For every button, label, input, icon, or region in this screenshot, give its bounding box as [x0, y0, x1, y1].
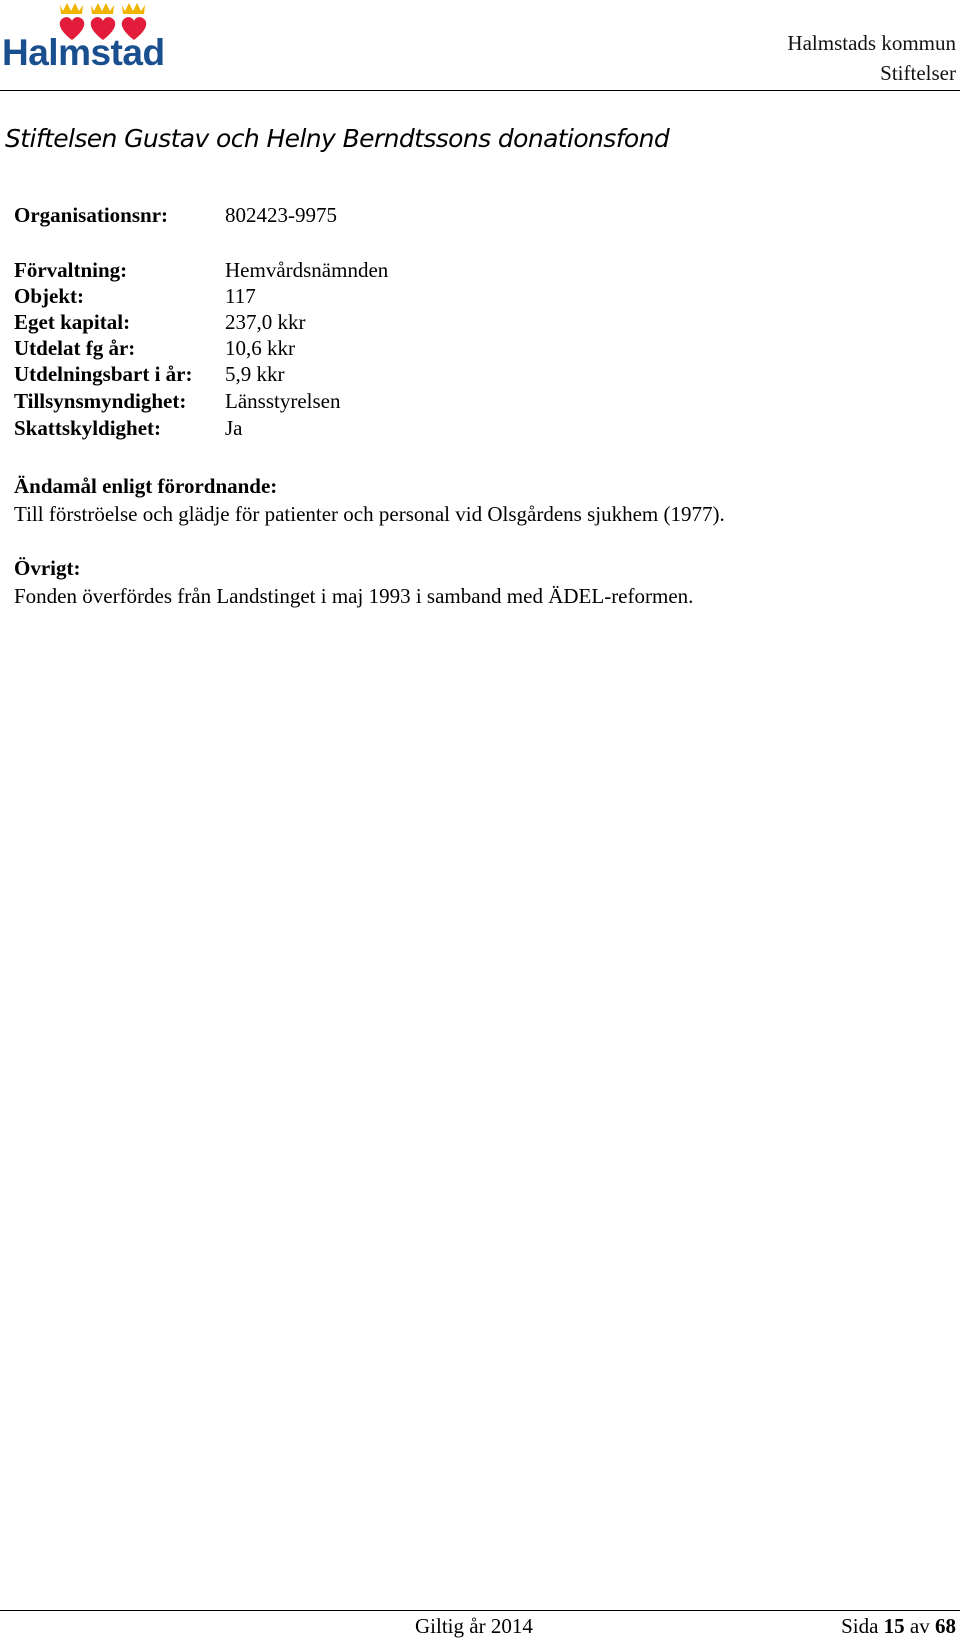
field-label: Objekt:	[14, 284, 84, 308]
page-current: 15	[883, 1614, 905, 1638]
other-text: Fonden överfördes från Landstinget i maj 1993 i samband med ÄDEL-reformen.	[14, 584, 694, 608]
document-title: Stiftelsen Gustav och Helny Berndtssons donationsfond	[5, 124, 670, 153]
org-name: Halmstads kommun	[787, 31, 956, 55]
field-value: 10,6 kkr	[225, 336, 295, 360]
purpose-text: Till förströelse och glädje för patienter och personal vid Olsgårdens sjukhem (1977).	[14, 502, 725, 526]
field-label: Eget kapital:	[14, 310, 131, 334]
org-number-value: 802423-9975	[225, 203, 337, 227]
org-number-label: Organisationsnr:	[14, 203, 169, 227]
footer-valid-year: Giltig år 2014	[415, 1614, 533, 1638]
field-label: Förvaltning:	[14, 258, 128, 282]
logo-wordmark: Halmstad	[2, 32, 165, 73]
page-of: av	[909, 1614, 930, 1638]
footer-divider	[0, 1610, 960, 1611]
field-value: 117	[225, 284, 256, 308]
purpose-heading: Ändamål enligt förordnande:	[14, 474, 278, 498]
other-section	[14, 554, 693, 610]
page-total: 68	[935, 1614, 956, 1638]
field-value: 5,9 kkr	[225, 362, 285, 386]
other-heading: Övrigt:	[14, 556, 81, 580]
page-indicator	[841, 1613, 956, 1639]
header-right	[787, 28, 956, 88]
field-label: Skattskyldighet:	[14, 416, 162, 440]
header-divider	[0, 90, 960, 91]
field-label: Utdelningsbart i år:	[14, 362, 193, 386]
purpose-section	[14, 472, 725, 528]
field-value: Länsstyrelsen	[225, 389, 341, 413]
halmstad-logo	[0, 0, 168, 76]
section-name: Stiftelser	[880, 61, 956, 85]
field-label: Utdelat fg år:	[14, 336, 136, 360]
field-value: Hemvårdsnämnden	[225, 258, 389, 282]
field-label: Tillsynsmyndighet:	[14, 389, 187, 413]
field-value: 237,0 kkr	[225, 310, 306, 334]
page-prefix: Sida	[841, 1614, 879, 1638]
field-value: Ja	[225, 416, 243, 440]
